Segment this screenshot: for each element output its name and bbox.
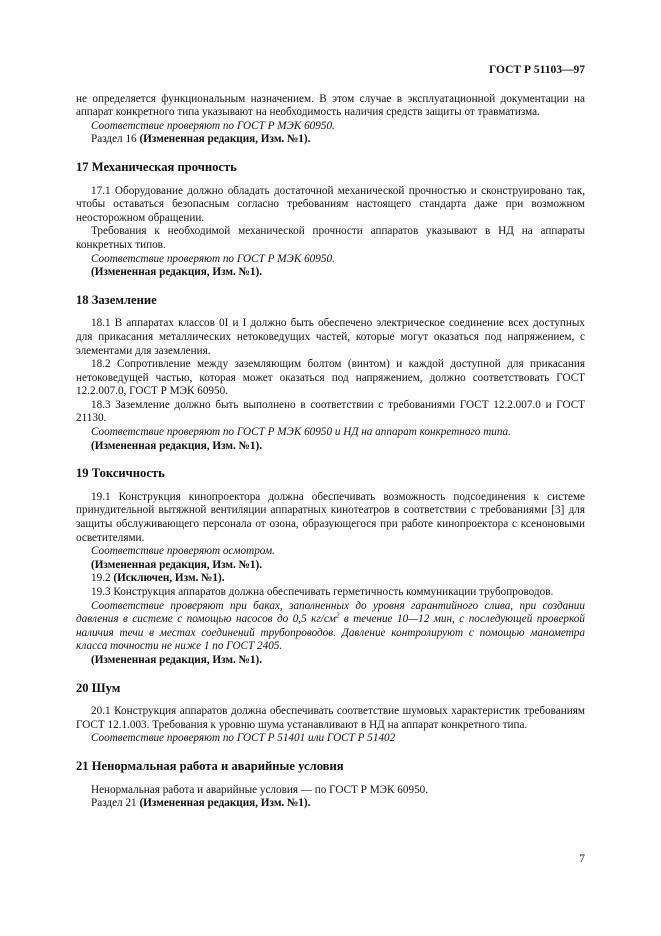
section-21-revision <box>76 797 585 811</box>
section-19-p1: 19.1 Конструкция кинопроектора должна обеспечивать возможность подсоединения к системе принудительной вытяжной вентиляции аппаратных кинотеатров в соответствии с требованиями [3] для защиты обслуживающего персонала от озона, образующегося при работе кинопроектора с ксеноновыми осветителями. <box>76 490 585 544</box>
section-21-revision-prefix: Раздел 21 <box>91 797 140 810</box>
section-19-check2 <box>76 600 585 654</box>
section-20-check: Соответствие проверяют по ГОСТ Р 51401 или ГОСТ Р 51402 <box>91 732 396 745</box>
section-19-check1: Соответствие проверяют осмотром. <box>91 545 275 558</box>
section-17-p2: Требования к необходимой механической прочности аппаратов указывают в НД на аппараты конкретных типов. <box>76 225 585 251</box>
section-20-p1: 20.1 Конструкция аппаратов должна обеспечивать соответствие шумовых характеристик требованиям ГОСТ 12.1.003. Требования к уровню шума устанавливают в НД на аппарат конкретного типа. <box>76 705 585 731</box>
section-20-title: 20 Шум <box>76 680 121 695</box>
section-18-check: Соответствие проверяют по ГОСТ Р МЭК 60950 и НД на аппарат конкретного типа. <box>91 426 511 439</box>
section-19-check2-b: в течение 10—12 мин, с последующей проверкой наличия течи в местах соединений трубопроводов. Давление контролируют с помощью манометра класса точности не ниже 1 по ГОСТ 2405. <box>76 613 585 653</box>
section-18-p3: 18.3 Заземление должно быть выполнено в соответствии с требованиями ГОСТ 12.2.007.0 и ГОСТ 21130. <box>76 398 585 425</box>
section-18-revision: (Измененная редакция, Изм. №1). <box>91 439 262 452</box>
page-number: 7 <box>579 853 585 865</box>
section-17-title: 17 Механическая прочность <box>76 159 237 174</box>
section-18-title: 18 Заземление <box>76 292 157 307</box>
section-19-title: 19 Токсичность <box>76 466 165 481</box>
section-17-p1: 17.1 Оборудование должно обладать достаточной механической прочностью и сконструировано так, чтобы оставаться безопасным согласно требованиям настоящего стандарта даже при возможном неосторожном обращении. <box>76 184 585 224</box>
section-17-check: Соответствие проверяют по ГОСТ Р МЭК 60950. <box>91 252 335 265</box>
section-17-revision: (Измененная редакция, Изм. №1). <box>91 266 262 279</box>
section-19-p2 <box>76 572 585 586</box>
section-19-check2-a: Соответствие проверяют при баках, заполненных до уровня гарантийного слива, при создании давления в системе с помощью насосов до 0,5 кг/см <box>76 599 585 626</box>
section-19-revision2: (Измененная редакция, Изм. №1). <box>91 653 262 666</box>
section-21-title: 21 Ненормальная работа и аварийные условия <box>76 758 344 773</box>
section-18-p1: 18.1 В аппаратах классов 0I и I должно быть обеспечено электрическое соединение всех доступных для прикасания металлических нетоковедущих частей, которые могут оказаться под напряжением, с элементами для заземления. <box>76 317 585 357</box>
intro-revision-prefix: Раздел 16 <box>91 133 140 146</box>
intro-check: Соответствие проверяют по ГОСТ Р МЭК 60950. <box>91 119 335 132</box>
intro-revision-note: (Измененная редакция, Изм. №1). <box>139 133 311 146</box>
section-21-revision-note: (Измененная редакция, Изм. №1). <box>139 797 311 810</box>
page-header: ГОСТ Р 51103—97 <box>489 64 585 76</box>
section-19-p2-note: (Исключен, Изм. №1). <box>113 572 225 585</box>
intro-revision <box>76 133 585 147</box>
section-19-revision1: (Измененная редакция, Изм. №1). <box>91 558 262 571</box>
section-19-p2-prefix: 19.2 <box>91 572 114 585</box>
section-19-p3: 19.3 Конструкция аппаратов должна обеспечивать герметичность коммуникации трубопроводов. <box>91 586 554 598</box>
section-21-p1: Ненормальная работа и аварийные условия — по ГОСТ Р МЭК 60950. <box>91 783 429 796</box>
section-19-check2-sup: 2 <box>335 611 340 620</box>
section-18-p2: 18.2 Сопротивление между заземляющим болтом (винтом) и каждой доступной для прикасания нетоковедущей частью, которая может оказаться под напряжением, должно соответствовать ГОСТ 12.2.007.0, ГОСТ Р МЭК 60950. <box>76 358 585 398</box>
intro-paragraph: не определяется функциональным назначением. В этом случае в эксплуатационной документации на аппарат конкретного типа указывают на необходимость наличия средств защиты от травматизма. <box>76 92 585 119</box>
